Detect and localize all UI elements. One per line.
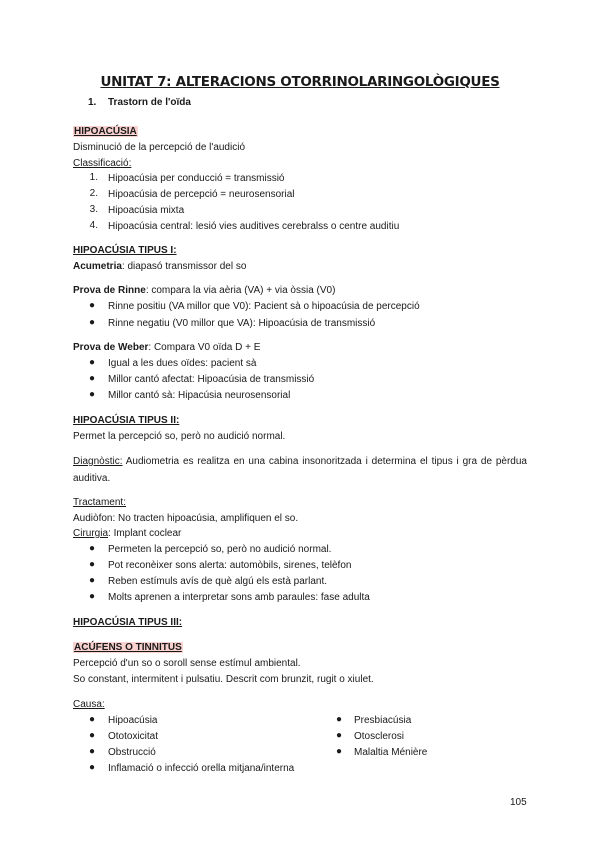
bullet-icon: ● [88, 746, 96, 757]
list-item: Inflamació o infecció orella mitjana/interna [108, 763, 295, 774]
bullet-icon: ● [88, 543, 96, 554]
acufens-heading [73, 641, 183, 654]
list-item: Rinne positiu (VA millor que V0): Pacient sà o hipoacúsia de percepció [108, 301, 420, 312]
acufens-heading-text: ACÚFENS O TINNITUS [74, 642, 182, 653]
list-item: Permeten la percepció so, però no audició normal. [108, 544, 332, 555]
list-number: 4. [89, 220, 98, 231]
weber-line [73, 341, 260, 354]
classification-label: Classificació: [73, 158, 132, 169]
list-item: Presbiacúsia [354, 715, 412, 726]
list-item: Molts aprenen a interpretar sons amb paraules: fase adulta [108, 592, 370, 603]
bullet-icon: ● [88, 714, 96, 725]
list-item: Hipoacúsia mixta [108, 205, 185, 216]
weber-text: : Compara V0 oïda D + E [148, 342, 261, 353]
list-item: Hipoacúsia per conducció = transmissió [108, 173, 285, 184]
acufens-line2: So constant, intermitent i pulsatiu. Descrit com brunzit, rugit o xiulet. [73, 674, 374, 685]
diagnostic-label: Diagnòstic: [73, 456, 123, 467]
bullet-icon: ● [335, 730, 343, 741]
list-item: Otosclerosi [354, 731, 405, 742]
list-item: Millor cantó afectat: Hipoacúsia de transmissió [108, 374, 315, 385]
list-number: 2. [89, 188, 98, 199]
rinne-label: Prova de Rinne [73, 285, 146, 296]
list-item: Hipoacúsia [108, 715, 158, 726]
list-item: Rinne negatiu (V0 millor que VA): Hipoacúsia de transmissió [108, 318, 376, 329]
page-title: UNITAT 7: ALTERACIONS OTORRINOLARINGOLÒGIQUES [100, 74, 500, 90]
list-item: Ototoxicitat [108, 731, 159, 742]
page-number: 105 [510, 797, 527, 808]
bullet-icon: ● [88, 559, 96, 570]
hipoacusia-heading-text: HIPOACÚSIA [74, 126, 137, 137]
audiofon-text: Audiòfon: No tracten hipoacúsia, amplifiquen el so. [73, 513, 299, 524]
bullet-icon: ● [88, 300, 96, 311]
bullet-icon: ● [335, 714, 343, 725]
bullet-icon: ● [335, 746, 343, 757]
rinne-line [73, 284, 335, 297]
weber-label: Prova de Weber [73, 342, 149, 353]
tipus3-heading: HIPOACÚSIA TIPUS III: [73, 617, 183, 628]
hipoacusia-heading [73, 125, 138, 138]
cirurgia-label: Cirurgia [73, 528, 109, 539]
bullet-icon: ● [88, 730, 96, 741]
bullet-icon: ● [88, 591, 96, 602]
list-item: Reben estímuls avís de què algú els està parlant. [108, 576, 328, 587]
list-item: Malaltia Ménière [354, 747, 428, 758]
tipus2-heading: HIPOACÚSIA TIPUS II: [73, 415, 180, 426]
list-item: Hipoacúsia de percepció = neurosensorial [108, 189, 295, 200]
list-item: Obstrucció [108, 747, 156, 758]
bullet-icon: ● [88, 373, 96, 384]
list-item: Millor cantó sà: Hipacúsia neurosensorial [108, 390, 291, 401]
list-item: Pot reconèixer sons alerta: automòbils, sirenes, telèfon [108, 560, 352, 571]
diagnostic-text: Audiometria es realitza en una cabina insonoritzada i determina el tipus i gra de pèrdua auditiva. [73, 456, 527, 484]
rinne-text: : compara la via aèria (VA) + via òssia (V0) [145, 285, 336, 296]
diagnostic-paragraph [73, 453, 527, 487]
acufens-line1: Percepció d'un so o soroll sense estímul ambiental. [73, 658, 301, 669]
tipus1-heading: HIPOACÚSIA TIPUS I: [73, 245, 177, 256]
bullet-icon: ● [88, 389, 96, 400]
tractament-label: Tractament: [73, 497, 126, 508]
bullet-icon: ● [88, 762, 96, 773]
acumetria-line [73, 260, 246, 273]
cirurgia-text: : Implant coclear [108, 528, 182, 539]
acumetria-text: : diapasó transmissor del so [121, 261, 247, 272]
bullet-icon: ● [88, 317, 96, 328]
acumetria-label: Acumetria [73, 261, 122, 272]
causa-label: Causa: [73, 699, 105, 710]
hipoacusia-definition: Disminució de la percepció de l'audició [73, 142, 246, 153]
list-item: Hipoacúsia central: lesió vies auditives cerebralss o centre auditiu [108, 221, 400, 232]
bullet-icon: ● [88, 357, 96, 368]
section-heading: Trastorn de l'oïda [108, 97, 191, 108]
list-item: Igual a les dues oïdes: pacient sà [108, 358, 257, 369]
bullet-icon: ● [88, 575, 96, 586]
cirurgia-line [73, 527, 181, 540]
section-number: 1. [88, 97, 97, 108]
list-number: 3. [89, 204, 98, 215]
tipus2-text: Permet la percepció so, però no audició normal. [73, 431, 286, 442]
list-number: 1. [89, 172, 98, 183]
